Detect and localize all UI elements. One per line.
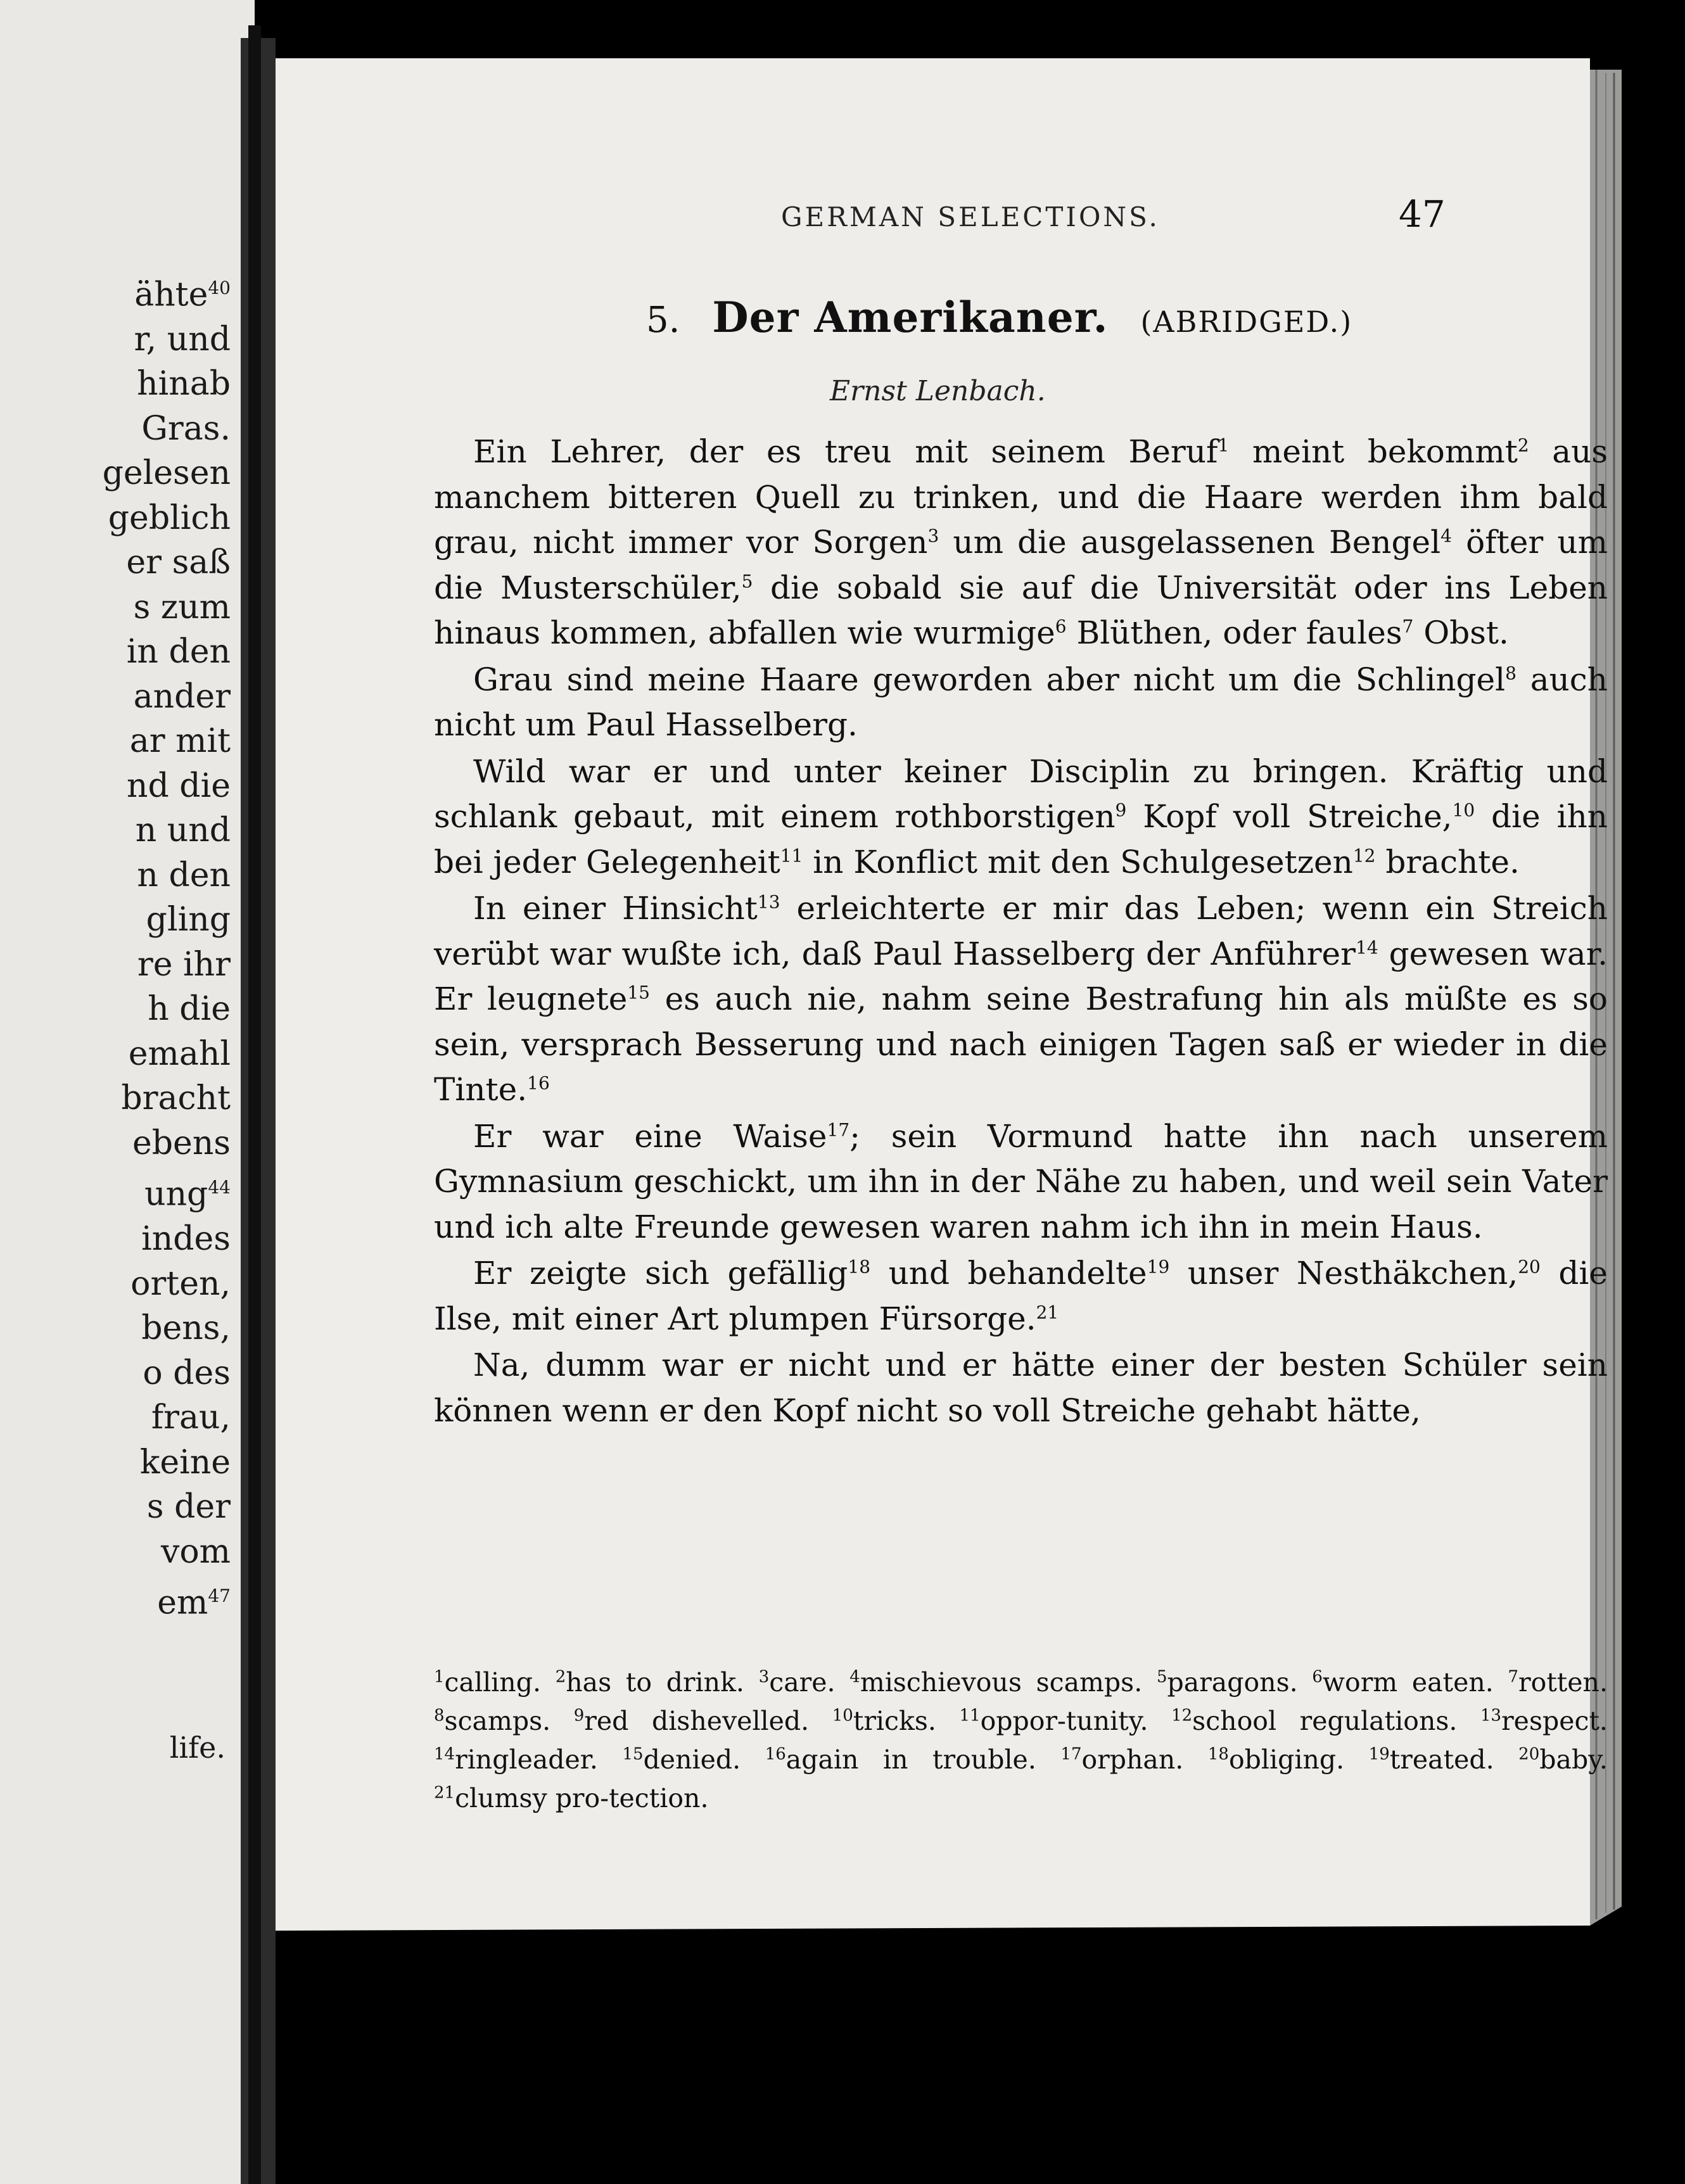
footnote: $^7$rotten. [1508, 1667, 1608, 1698]
footnotes [434, 1663, 1608, 1818]
footnote: $^8$scamps. [434, 1706, 551, 1736]
footnote-marker: 18 [848, 1256, 871, 1278]
footnote-marker: 16 [527, 1072, 550, 1094]
left-page-line: bens, [141, 1309, 231, 1348]
footnote-marker: 14 [1356, 936, 1378, 958]
footnote-marker: 12 [1352, 844, 1376, 866]
footnote: $^2$has to drink. [555, 1667, 744, 1698]
footnote-marker: 6 [1055, 616, 1067, 637]
left-page-line: gling [146, 901, 231, 939]
footnote-marker: 20 [1518, 1256, 1541, 1278]
paragraph: Wild war er und unter keiner Disciplin zu bringen. Kräftig und schlank gebaut, mit einem rothborstigen$^9$ Kopf voll Streiche,$^{10}$ die ihn bei jeder Gelegenheit$^{11}$ in Konflict mit den Schulgesetzen$^{12}$ brachte. [434, 752, 1608, 880]
author-name: Ernst Lenbach. [830, 375, 1046, 407]
footnote-marker: 44 [208, 1177, 231, 1198]
left-page-line: h die [148, 990, 231, 1029]
left-page-fragment [0, 0, 253, 2184]
footnote: $^{19}$treated. [1368, 1744, 1494, 1775]
left-page-line: in den [126, 633, 231, 671]
footnote: $^9$red dishevelled. [573, 1706, 810, 1736]
footnote: $^4$mischievous scamps. [849, 1667, 1143, 1698]
footnote-marker: 3 [927, 525, 939, 547]
left-page-line: Gras. [141, 409, 231, 448]
left-page-line: bracht [121, 1079, 231, 1118]
left-page-line: gelesen [102, 454, 231, 493]
left-page-line: keine [139, 1443, 231, 1482]
footnote: $^{14}$ringleader. [434, 1744, 598, 1775]
footnote: $^{13}$respect. [1480, 1706, 1608, 1736]
running-head: GERMAN SELECTIONS. [781, 201, 1160, 232]
left-page-line: ar mit [129, 722, 231, 761]
footnote: $^{15}$denied. [622, 1744, 741, 1775]
footnote: $^{16}$again in trouble. [765, 1744, 1036, 1775]
footnote: $^5$paragons. [1156, 1667, 1298, 1698]
left-page-line: indes [141, 1220, 231, 1259]
left-page-line: er saß [126, 543, 231, 582]
footnote: $^6$worm eaten. [1312, 1667, 1494, 1698]
footnote-marker: 40 [208, 277, 231, 298]
footnote: $^{11}$oppor-tunity. [959, 1706, 1148, 1736]
left-page-line: ebens [132, 1124, 231, 1162]
footnote-marker: 4 [1440, 525, 1452, 547]
left-page-line: hinab [137, 365, 231, 403]
paragraph: In einer Hinsicht$^{13}$ erleichterte er mir das Leben; wenn ein Streich verübt war wußte ich, daß Paul Hasselberg der Anführer$^{14}$ gewesen war. Er leugnete$^{15}$ es auch nie, nahm seine Bestrafung hin als müßte es so sein, versprach Besserung und nach einigen Tagen saß er wieder in die Tinte.$^{16}$ [434, 890, 1608, 1108]
paragraph: Er zeigte sich gefällig$^{18}$ und behandelte$^{19}$ unser Nesthäkchen,$^{20}$ die Ilse, mit einer Art plumpen Fürsorge.$^{21}$ [434, 1255, 1608, 1337]
left-page-line: $em^{47}$ [157, 1584, 231, 1622]
left-page-line: vom [161, 1532, 231, 1571]
section-heading: Der Amerikaner. [712, 293, 1109, 342]
left-page-line: r, und [134, 320, 231, 359]
paragraph: Er war eine Waise$^{17}$; sein Vormund hatte ihn nach unserem Gymnasium geschickt, um ihn in der Nähe zu haben, und weil sein Vater und ich alte Freunde gewesen waren nahm ich ihn in mein Haus. [434, 1117, 1608, 1245]
footnote: $^1$calling. [434, 1667, 541, 1698]
left-page-line: nd die [127, 766, 231, 805]
paragraph: Ein Lehrer, der es treu mit seinem Beruf$^1$ meint bekommt$^2$ aus manchem bitteren Quell zu trinken, und die Haare werden ihm bald grau, nicht immer vor Sorgen$^3$ um die ausgelassenen Bengel$^4$ öfter um die Musterschüler,$^5$ die sobald sie auf die Universität oder ins Leben hinaus kommen, abfallen wie wurmige$^6$ Blüthen, oder faules$^7$ Obst. [434, 433, 1608, 651]
left-page-line: re ihr [137, 945, 231, 984]
left-page-line: s der [146, 1488, 231, 1527]
footnote: $^{10}$tricks. [832, 1706, 936, 1736]
left-page-text [103, 266, 231, 1625]
section-title [646, 293, 1533, 342]
footnote-marker: 5 [741, 570, 753, 592]
left-page-line: ung$^{44}$ [144, 1175, 231, 1214]
footnote-marker: 2 [1517, 435, 1529, 456]
left-page-line: geblich [108, 498, 231, 537]
paragraph: Na, dumm war er nicht und er hätte einer der besten Schüler sein können wenn er den Kopf nicht so voll Streiche gehabt hätte, [434, 1347, 1608, 1429]
footnote-marker: 7 [1402, 616, 1414, 637]
footnote-marker: 11 [780, 844, 803, 866]
footnote: $^{12}$school regulations. [1171, 1706, 1458, 1736]
section-number: 5. [646, 300, 680, 341]
right-page [266, 0, 1615, 2184]
footnote-marker: 10 [1452, 799, 1475, 821]
left-page-line: o des [143, 1354, 231, 1392]
footnote-marker: 8 [1505, 662, 1516, 683]
footnote-marker: 1 [1218, 435, 1230, 456]
footnote: $^{20}$baby. [1518, 1744, 1608, 1775]
section-note: (ABRIDGED.) [1140, 305, 1353, 339]
left-page-line: n und [135, 811, 231, 850]
left-page-line: ander [133, 677, 231, 716]
footnote-marker: 15 [627, 982, 650, 1003]
footnote-marker: 21 [1036, 1301, 1059, 1323]
page-number: 47 [1399, 193, 1446, 236]
left-page-line: s zum [133, 588, 231, 626]
body-text [434, 429, 1608, 1435]
footnote: $^{18}$obliging. [1207, 1744, 1345, 1775]
footnote: $^3$care. [758, 1667, 836, 1698]
left-page-line: frau, [151, 1399, 231, 1437]
left-page-line: emahl [128, 1034, 231, 1073]
footnote-marker: 9 [1115, 799, 1127, 821]
footnote: $^{17}$orphan. [1060, 1744, 1184, 1775]
footnote-marker: 47 [208, 1585, 231, 1607]
left-page-footnote: life. [169, 1730, 226, 1765]
footnote-marker: 17 [827, 1119, 850, 1140]
left-page-line: n den [137, 856, 231, 894]
left-page-line: ähte$^{40}$ [134, 276, 231, 314]
footnote-marker: 13 [757, 891, 780, 913]
paragraph: Grau sind meine Haare geworden aber nicht um die Schlingel$^8$ auch nicht um Paul Hasselberg. [434, 661, 1608, 743]
footnote-marker: 19 [1147, 1256, 1170, 1278]
footnote: $^{21}$clumsy pro-tection. [434, 1783, 709, 1813]
left-page-line: orten, [130, 1264, 231, 1303]
